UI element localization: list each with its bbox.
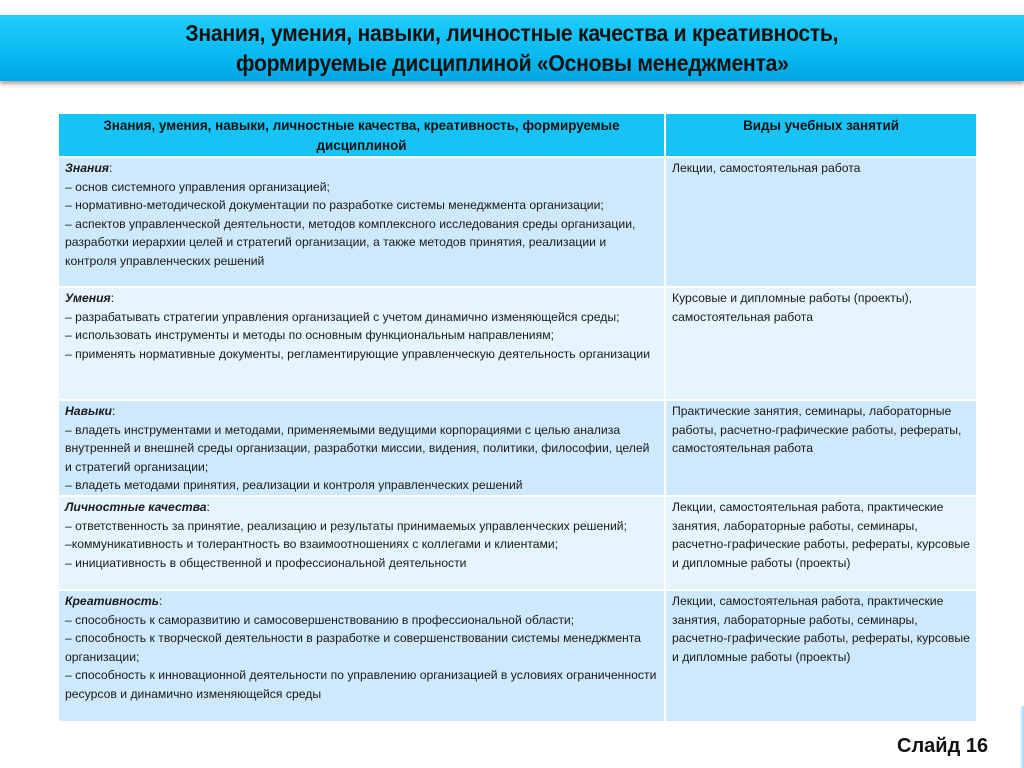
competencies-table xyxy=(57,112,978,723)
decorative-edge xyxy=(1020,706,1024,768)
competency-cell: Умения: – разрабатывать стратегии управления организацией с учетом динамично изменяющейся среды; – использовать инструменты и методы по основным функциональным направлениям; – применять нормативные документы, регламентирующие управленческую деятельность организации xyxy=(58,287,665,400)
competency-item: – ответственность за принятие, реализацию и результаты принимаемых управленческих решений; xyxy=(65,518,627,533)
activities-cell: Лекции, самостоятельная работа, практические занятия, лабораторные работы, семинары, расчетно-графические работы, рефераты, курсовые и дипломные работы (проекты) xyxy=(665,496,977,590)
competency-item: – аспектов управленческой деятельности, методов комплексного исследования среды организации, разработки иерархии целей и стратегий организации, а также методов принятия, реализации и контроля управленческих решений xyxy=(65,216,636,268)
competency-item: –коммуникативность и толерантность во взаимоотношениях с коллегами и клиентами; xyxy=(65,537,559,552)
competency-item: – владеть инструментами и методами, применяемыми ведущими корпорациями с целью анализа внутренней и внешней среды организации, разработки миссии, видения, политики, философии, целей и стратегий организации; xyxy=(65,422,650,474)
competency-item: – основ системного управления организацией; xyxy=(65,179,330,194)
competency-item: – владеть методами принятия, реализации и контроля управленческих решений xyxy=(65,478,523,493)
competency-item: – способность к творческой деятельности в разработке и совершенствовании системы менеджмента организации; xyxy=(65,631,641,664)
competency-item: – использовать инструменты и методы по основным функциональным направлениям; xyxy=(65,328,554,343)
slide-title-bar xyxy=(0,15,1024,81)
category-label: Креативность xyxy=(65,593,159,608)
table-row-knowledge xyxy=(58,157,977,287)
competency-cell: Знания: – основ системного управления организацией; – нормативно-методической документации по разработке системы менеджмента организации; – аспектов управленческой деятельности, методов комплексного исследования среды организации, разработки иерархии целей и стратегий организации, а также методов принятия, реализации и контроля управленческих решений xyxy=(58,157,665,287)
header-activities: Виды учебных занятий xyxy=(665,113,977,157)
activities-cell: Практические занятия, семинары, лабораторные работы, расчетно-графические работы, рефераты, самостоятельная работа xyxy=(665,400,977,496)
header-competencies: Знания, умения, навыки, личностные качества, креативность, формируемые дисциплиной xyxy=(58,113,665,157)
table-header-row xyxy=(58,113,977,157)
competency-cell: Личностные качества: – ответственность за принятие, реализацию и результаты принимаемых управленческих решений; –коммуникативность и толерантность во взаимоотношениях с коллегами и клиентами; – инициативность в общественной и профессиональной деятельности xyxy=(58,496,665,590)
competency-item: – инициативность в общественной и профессиональной деятельности xyxy=(65,555,467,570)
category-label: Знания xyxy=(65,161,109,175)
competency-cell: Навыки: – владеть инструментами и методами, применяемыми ведущими корпорациями с целью анализа внутренней и внешней среды организации, разработки миссии, видения, политики, философии, целей и стратегий организации; – владеть методами принятия, реализации и контроля управленческих решений xyxy=(58,400,665,496)
table-row-abilities xyxy=(58,400,977,496)
activities-cell: Курсовые и дипломные работы (проекты), самостоятельная работа xyxy=(665,287,977,400)
table-row-creativity xyxy=(58,590,977,722)
category-label: Личностные качества xyxy=(65,499,207,514)
competency-item: – способность к инновационной деятельности по управлению организацией в условиях ограниченности ресурсов и динамично изменяющейся среды xyxy=(65,668,657,701)
slide-title-line-1: Знания, умения, навыки, личностные качества и креативность, xyxy=(185,20,839,46)
competency-item: – применять нормативные документы, регламентирующие управленческую деятельность организации xyxy=(65,346,651,361)
slide-number: Слайд 16 xyxy=(897,735,989,757)
competency-item: – нормативно-методической документации по разработке системы менеджмента организации; xyxy=(65,198,604,213)
activities-cell: Лекции, самостоятельная работа, практические занятия, лабораторные работы, семинары, расчетно-графические работы, рефераты, курсовые и дипломные работы (проекты) xyxy=(665,590,977,722)
table-row-skills xyxy=(58,287,977,400)
competency-item: – разрабатывать стратегии управления организацией с учетом динамично изменяющейся среды; xyxy=(65,309,620,324)
category-label: Умения xyxy=(65,291,111,305)
slide-title-line-2: формируемые дисциплиной «Основы менеджмента» xyxy=(235,50,789,76)
table-row-personal-qualities xyxy=(58,496,977,590)
competency-cell: Креативность: – способность к саморазвитию и самосовершенствованию в профессиональной области; – способность к творческой деятельности в разработке и совершенствовании системы менеджмента организации; – способность к инновационной деятельности по управлению организацией в условиях ограниченности ресурсов и динамично изменяющейся среды xyxy=(58,590,665,722)
activities-cell: Лекции, самостоятельная работа xyxy=(665,157,977,287)
category-label: Навыки xyxy=(65,404,112,418)
competency-item: – способность к саморазвитию и самосовершенствованию в профессиональной области; xyxy=(65,612,575,627)
